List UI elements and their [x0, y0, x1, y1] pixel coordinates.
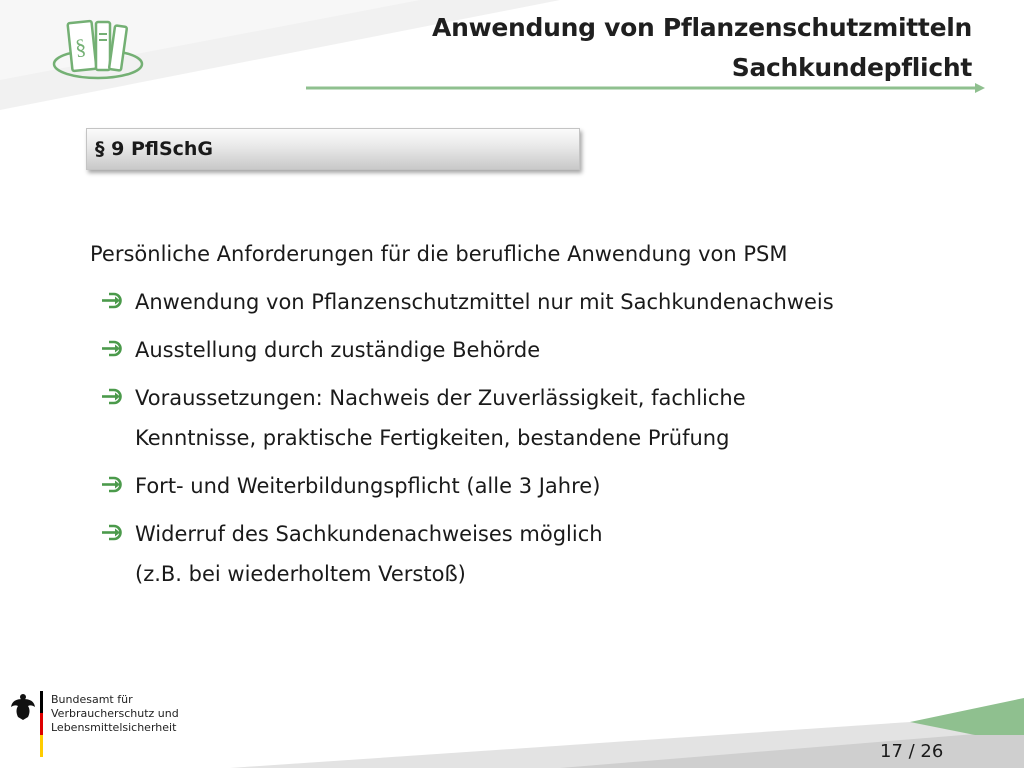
- curved-arrow-icon: [100, 388, 122, 406]
- slide-title: [432, 8, 972, 88]
- bullet-text: Voraussetzungen: Nachweis der Zuverlässigkeit, fachliche Kenntnisse, praktische Fertigkeiten, bestandene Prüfung: [135, 386, 746, 450]
- list-item: [90, 466, 950, 506]
- lead-text: Persönliche Anforderungen für die berufliche Anwendung von PSM: [90, 242, 788, 266]
- org-line-2: Verbraucherschutz und: [51, 707, 179, 720]
- bullet-text: Ausstellung durch zuständige Behörde: [135, 338, 541, 362]
- organization-name: [51, 693, 179, 735]
- curved-arrow-icon: [100, 292, 122, 310]
- svg-text:§: §: [73, 33, 88, 60]
- bullet-text: Anwendung von Pflanzenschutzmittel nur mit Sachkundenachweis: [135, 290, 834, 314]
- list-item: [90, 330, 950, 370]
- list-item: [90, 514, 950, 594]
- org-line-3: Lebensmittelsicherheit: [51, 721, 177, 734]
- page-number: 17 / 26: [880, 741, 944, 762]
- curved-arrow-icon: [100, 340, 122, 358]
- german-flag-bar: [40, 691, 43, 757]
- title-line-1: Anwendung von Pflanzenschutzmitteln: [432, 13, 972, 42]
- bullet-text: Fort- und Weiterbildungspflicht (alle 3 Jahre): [135, 474, 601, 498]
- slide-content: [90, 234, 950, 602]
- bullet-list: [90, 282, 950, 594]
- curved-arrow-icon: [100, 524, 122, 542]
- curved-arrow-icon: [100, 476, 122, 494]
- title-line-2: Sachkundepflicht: [731, 53, 972, 82]
- section-label-box: [86, 128, 580, 170]
- list-item: [90, 378, 950, 458]
- section-label: § 9 PflSchG: [95, 138, 214, 160]
- law-books-icon: [50, 12, 150, 84]
- federal-eagle-icon: [10, 691, 36, 721]
- list-item: [90, 282, 950, 322]
- bullet-text: Widerruf des Sachkundenachweises möglich (z.B. bei wiederholtem Verstoß): [135, 522, 603, 586]
- org-line-1: Bundesamt für: [51, 693, 133, 706]
